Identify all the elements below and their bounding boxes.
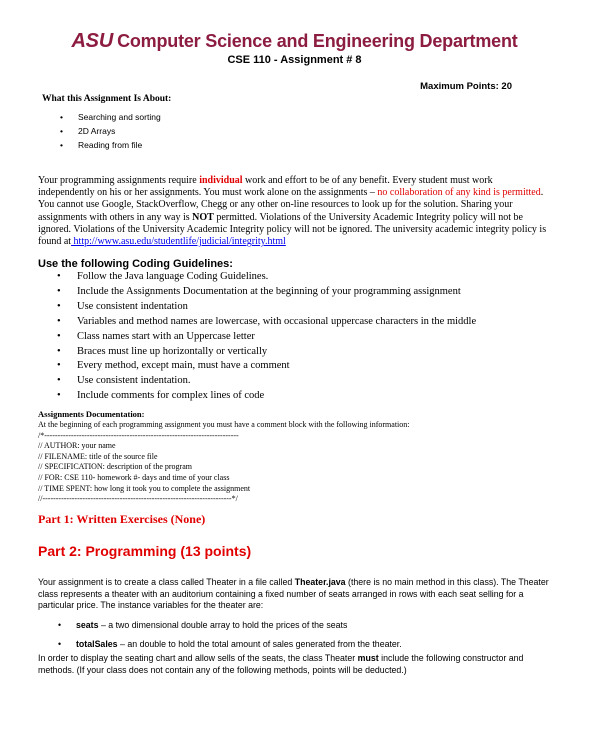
coding-guidelines-heading: Use the following Coding Guidelines:	[38, 258, 233, 270]
about-heading: What this Assignment Is About:	[42, 94, 172, 104]
integrity-policy-link[interactable]: http://www.asu.edu/studentlife/judicial/integrity.html	[71, 236, 286, 248]
comment-line: // FOR: CSE 110- homework #- days and time of your class	[38, 472, 230, 482]
list-item: • Braces must line up horizontally or vertically	[77, 345, 476, 360]
list-item: • seats – a two dimensional double array to hold the prices of the seats	[76, 616, 402, 635]
department-title	[0, 30, 589, 53]
individual-emphasis: individual	[199, 175, 243, 186]
documentation-block	[38, 420, 409, 505]
asu-logo: ASU	[71, 30, 114, 52]
part2-heading: Part 2: Programming (13 points)	[38, 543, 252, 559]
comment-line: // FILENAME: title of the source file	[38, 451, 158, 461]
documentation-intro: At the beginning of each programming assignment you must have a comment block with the following information:	[38, 420, 410, 429]
comment-line: // AUTHOR: your name	[38, 441, 116, 451]
must-emphasis: must	[357, 653, 379, 663]
no-collaboration-text: no collaboration of any kind is permitted	[377, 187, 541, 199]
list-item: • Use consistent indentation	[77, 300, 476, 315]
assignment-title: CSE 110 - Assignment # 8	[227, 54, 362, 66]
list-item: • Reading from file	[78, 138, 161, 152]
comment-line: // SPECIFICATION: description of the program	[38, 462, 192, 472]
list-item: • Include comments for complex lines of code	[77, 389, 476, 404]
list-item: • Every method, except main, must have a comment	[77, 359, 476, 374]
list-item: • Follow the Java language Coding Guidelines.	[77, 270, 476, 285]
documentation-heading: Assignments Documentation:	[38, 409, 145, 419]
list-item: • Use consistent indentation.	[77, 374, 476, 389]
list-item: • 2D Arrays	[78, 124, 161, 138]
coding-guidelines-list	[77, 270, 476, 404]
list-item: • totalSales – an double to hold the total amount of sales generated from the theater.	[76, 635, 402, 654]
variable-name: seats	[76, 620, 99, 630]
list-item: • Variables and method names are lowercase, with occasional uppercase characters in the middle	[77, 315, 476, 330]
list-item: • Include the Assignments Documentation at the beginning of your programming assignment	[77, 285, 476, 300]
theater-file-name: Theater.java	[294, 577, 346, 587]
integrity-policy: Your programming assignments require individual work and effort to be of any benefit. Every student must work independently on his or her assignments. You must work alone on the assignments – no collaboration of any kind is permitted. You cannot use Google, StackOverflow, Chegg or any other on-line resources to look up for the solution. Sharing your assignments with others in any way is NOT permitted. Violations of the University Academic Integrity policy will not be ignored. Violations of the University Academic Integrity policy will not be ignored. The university academic integrity policy is found at http://www.asu.edu/studentlife/judicial/integrity.html	[38, 175, 547, 248]
department-title-text: Computer Science and Engineering Department	[117, 31, 518, 51]
comment-line: // TIME SPENT: how long it took you to complete the assignment	[38, 483, 251, 493]
part2-outro: In order to display the seating chart and allow sells of the seats, the class Theater must include the following constructor and methods. (If your class does not contain any of the following methods, points will be deducted.)	[38, 653, 524, 675]
comment-line: //-----------------------------------------------------------------------*/	[38, 494, 238, 504]
comment-line: /*-------------------------------------------------------------------------	[38, 430, 239, 440]
max-points: Maximum Points: 20	[420, 81, 512, 92]
about-list	[78, 110, 161, 152]
part1-heading: Part 1: Written Exercises (None)	[38, 512, 206, 526]
variable-name: totalSales	[76, 638, 118, 649]
part2-intro: Your assignment is to create a class called Theater in a file called Theater.java (there is no main method in this class). The Theater class represents a theater with an auditorium containing a fixed number of seats arranged in rows with each seat selling for a particular price. The instance variables for the theater are:	[38, 577, 549, 610]
list-item: • Searching and sorting	[78, 110, 161, 124]
instance-variables-list	[76, 616, 402, 653]
not-emphasis: NOT	[192, 211, 214, 223]
list-item: • Class names start with an Uppercase letter	[77, 330, 476, 345]
